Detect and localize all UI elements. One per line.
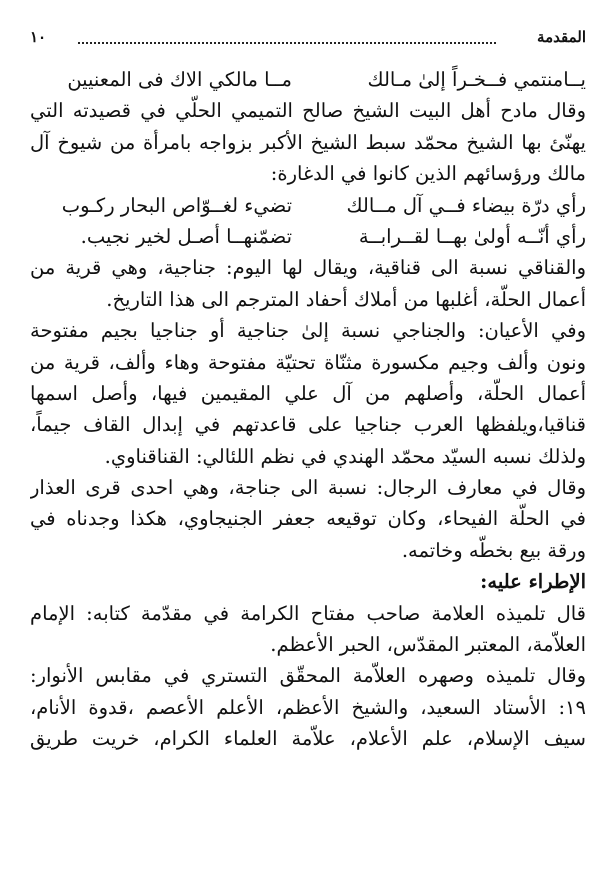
text-line: ونون وألف وجيم مكسورة مثنّاة تحتيّة مفتوحة وهاء وألف، قرية من bbox=[30, 350, 586, 374]
text-line: وقال تلميذه وصهره العلاّمة المحقّق التستري في مقابس الأنوار: bbox=[30, 664, 586, 688]
verse-second-half: تضيء لغــوّاص البحار ركـوب bbox=[61, 193, 292, 217]
text-line: قال تلميذه العلامة صاحب مفتاح الكرامة في مقدّمة كتابه: الإمام bbox=[30, 601, 586, 625]
text-line: ورقة بيع بخطّه وخاتمه. bbox=[401, 538, 586, 562]
document-page bbox=[30, 28, 586, 858]
text-line: وقال مادح أهل البيت الشيخ صالح التميمي الحلّي في قصيدته التي bbox=[30, 99, 586, 123]
page-number: ١٠ bbox=[30, 28, 47, 46]
header-gap bbox=[30, 54, 586, 64]
verse-first-half: رأي درّة بيضاء فــي آل مــالك bbox=[346, 193, 586, 217]
header-dotted-leader bbox=[78, 42, 496, 44]
text-line: أعمال الحلّة، وأصلهم من آل علي المقيمين فيها، وأصل اسمها bbox=[30, 381, 586, 405]
text-line: ١٩: الأستاد السعيد، والشيخ الأعظم، الأعلم الأعصم ،قدوة الأنام، bbox=[30, 695, 586, 719]
verse-second-half: مــا مالكي الاك فى المعنيين bbox=[67, 68, 292, 91]
text-line: قناقيا،ويلفظها العرب جناجيا على قاعدتهم في إبدال القاف جيماً، bbox=[30, 413, 586, 437]
text-line: العلاّمة، المعتبر المقدّس، الحبر الأعظم. bbox=[270, 633, 586, 657]
section-heading: الإطراء عليه: bbox=[480, 570, 586, 594]
text-line: ولذلك نسبه السيّد محمّد الهندي في نظم اللئالي: القناقناوي. bbox=[104, 444, 586, 468]
text-line: وقال في معارف الرجال: نسبة الى جناجة، وهي احدى قرى العذار bbox=[30, 476, 586, 500]
verse-line bbox=[30, 221, 586, 252]
verse-second-half: تضمّنهــا أصـل لخير نجيب. bbox=[80, 224, 292, 248]
text-line: أعمال الحلّة، أغلبها من أملاك أحفاد المترجم الى هذا التاريخ. bbox=[106, 287, 586, 311]
page-header bbox=[30, 28, 586, 54]
text-line: يهنّئ بها الشيخ محمّد سبط الشيخ الأكبر بزواجه بامرأة من شيوخ آل bbox=[30, 130, 586, 154]
text-line: مالك ورؤسائهم الذين كانوا في الدغارة: bbox=[270, 162, 586, 186]
text-line: والقناقي نسبة الى قناقية، ويقال لها اليوم: جناجية، وهي قرية من bbox=[30, 256, 586, 280]
verse-line bbox=[30, 190, 586, 221]
text-line: سيف الإسلام، علم الأعلام، علاّمة العلماء الكرام، خريت طريق bbox=[30, 727, 586, 751]
verse-first-half: رأي أنّــه أولىٰ بهــا لقــرابــة bbox=[358, 224, 586, 248]
running-title: المقدمة bbox=[537, 28, 586, 46]
verse-first-half: يــامنتمي فــخـراً إلىٰ مـالك bbox=[367, 68, 586, 91]
text-line: وفي الأعيان: والجناجي نسبة إلىٰ جناجية أو جناجيا بجيم مفتوحة bbox=[30, 319, 586, 343]
verse-line bbox=[30, 64, 586, 95]
text-line: في الحلّة الفيحاء، وكان توقيعه جعفر الجنيجاوي، هكذا وجدناه في bbox=[30, 507, 586, 531]
